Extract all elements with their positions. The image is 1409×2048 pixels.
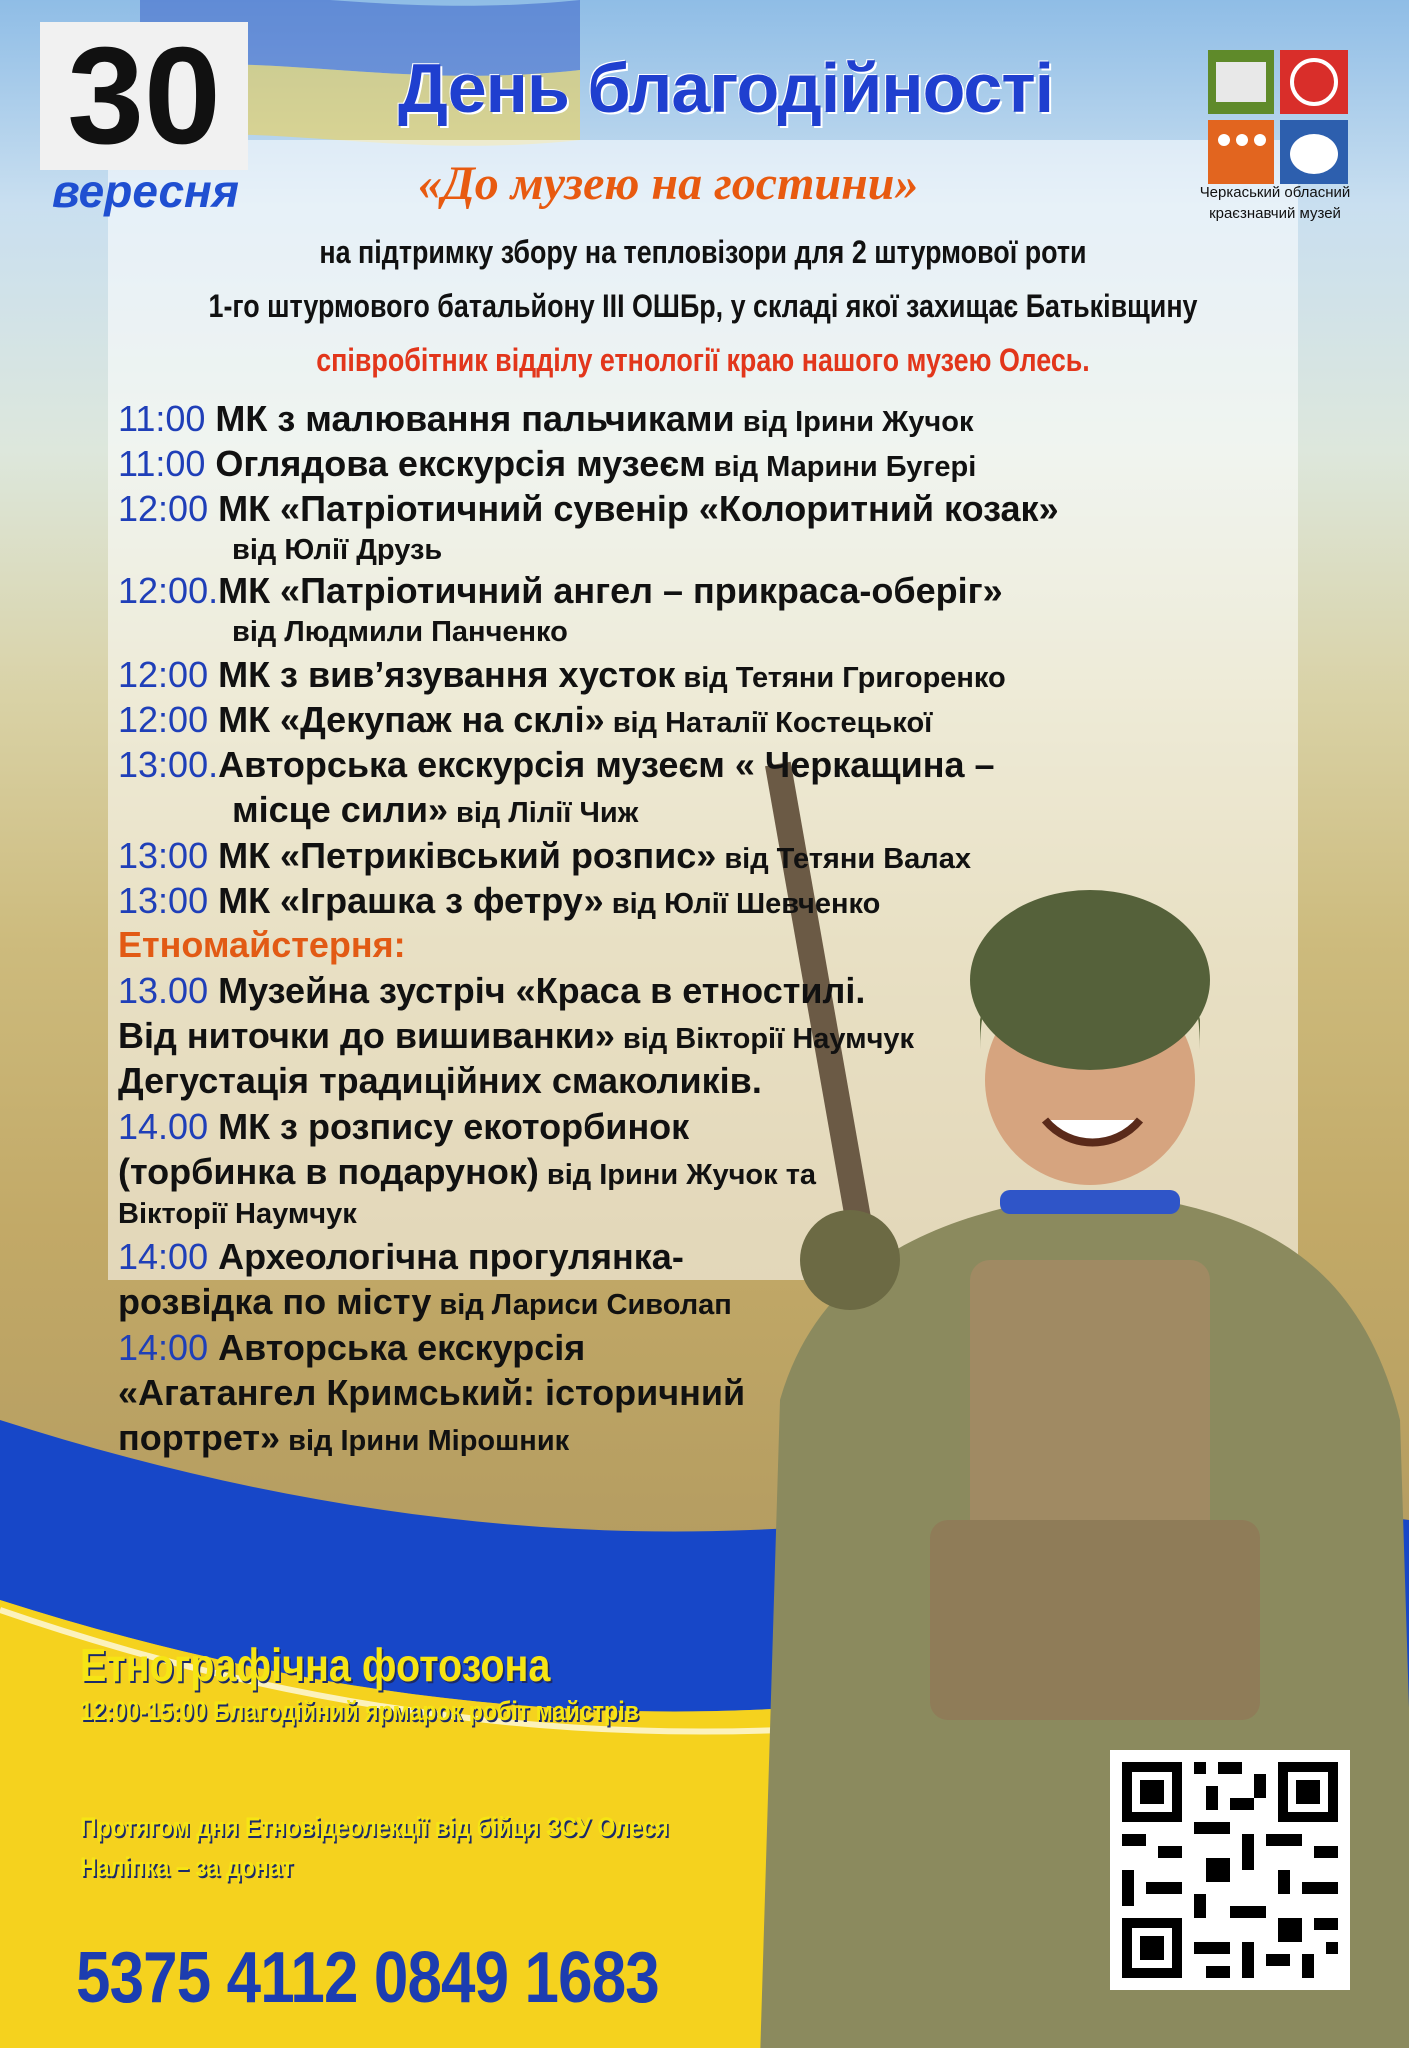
- event-host: від Лілії Чиж: [447, 797, 639, 829]
- museum-caption-line1: Черкаський обласний: [1199, 184, 1351, 201]
- schedule-item: [118, 833, 971, 882]
- schedule-item: [118, 441, 976, 490]
- card-number: 5375 4112 0849 1683: [76, 1938, 659, 2018]
- date-month: вересня: [52, 165, 239, 217]
- event-title-cont: портрет»: [118, 1417, 281, 1458]
- event-time: 11:00: [118, 443, 206, 484]
- event-time: 14:00: [118, 1327, 209, 1368]
- ethno-item-continued: [118, 1013, 914, 1062]
- event-time: 12:00.: [118, 570, 219, 611]
- ethno-item-continued: [118, 1149, 816, 1198]
- event-time: 12:00: [118, 699, 209, 740]
- event-host: від Вікторії Наумчук: [614, 1023, 915, 1055]
- event-title: Музейна зустріч «Краса в етностилі.: [208, 970, 866, 1011]
- event-time: 13:00: [118, 880, 209, 921]
- schedule-item: [118, 652, 1006, 701]
- event-time: 12:00: [118, 488, 209, 529]
- event-host: від Ірини Жучок та: [538, 1159, 817, 1191]
- event-title: МК «Декупаж на склі»: [208, 699, 605, 740]
- event-host: від Юлії Шевченко: [603, 888, 881, 920]
- ethno-item-continued: «Агатангел Кримський: історичний: [118, 1372, 746, 1413]
- event-title-cont: місце сили»: [232, 789, 448, 830]
- ethno-item-continued: [118, 1415, 569, 1464]
- event-time: 12:00: [118, 654, 209, 695]
- museum-caption-line2: краєзнавчий музей: [1209, 205, 1341, 222]
- event-host: від Тетяни Григоренко: [675, 662, 1006, 694]
- schedule-item: [118, 486, 1059, 531]
- event-title: Авторська екскурсія: [208, 1327, 586, 1368]
- event-host: від Людмили Панченко: [232, 616, 568, 648]
- ethno-item: [118, 1325, 585, 1370]
- event-title-cont: Від ниточки до вишиванки»: [118, 1015, 615, 1056]
- schedule-item: [118, 697, 932, 746]
- schedule-item: [118, 878, 880, 927]
- event-title: МК «Іграшка з фетру»: [208, 880, 604, 921]
- event-title: МК «Патріотичний сувенір «Колоритний козак»: [208, 488, 1059, 529]
- ethno-item: [118, 1234, 684, 1279]
- event-time: 13:00: [118, 835, 209, 876]
- event-host: від Тетяни Валах: [716, 843, 971, 875]
- ethno-item: [118, 1104, 689, 1149]
- event-title-cont: розвідка по місту: [118, 1281, 432, 1322]
- event-host: від Ірини Мірошник: [280, 1425, 570, 1457]
- event-host: від Ірини Жучок: [734, 406, 974, 438]
- event-time: 11:00: [118, 398, 206, 439]
- fair-label: 12:00-15:00 Благодійний ярмарок робіт майстрів: [80, 1696, 639, 1726]
- ethno-item-extra: Дегустація традиційних смаколиків.: [118, 1060, 762, 1101]
- intro-line3: співробітник відділу етнології краю нашого музею Олесь.: [316, 342, 1090, 378]
- event-title: Археологічна прогулянка-: [208, 1236, 684, 1277]
- event-title: МК «Патріотичний ангел – прикраса-оберіг»: [218, 570, 1003, 611]
- event-time: 13:00.: [118, 744, 219, 785]
- museum-caption: [1170, 182, 1380, 224]
- date-day: 30: [67, 19, 221, 173]
- event-title: Авторська екскурсія музеєм « Черкащина –: [218, 744, 995, 785]
- lectures-label: Протягом дня Етновідеолекції від бійця ЗСУ Олеся: [80, 1812, 669, 1842]
- schedule-item-continued: [232, 787, 638, 836]
- photozone-label: Етнографічна фотозона: [80, 1639, 551, 1691]
- event-title-cont: (торбинка в подарунок): [118, 1151, 539, 1192]
- qr-code-icon: [1110, 1750, 1350, 1990]
- museum-logo-icon: [1208, 50, 1348, 184]
- intro-line1: на підтримку збору на тепловізори для 2 штурмової роти: [319, 234, 1087, 270]
- event-title: МК з вив’язування хусток: [208, 654, 676, 695]
- event-host: від Марини Бугері: [705, 451, 977, 483]
- schedule-item: [118, 742, 995, 787]
- sticker-label: Наліпка – за донат: [80, 1852, 294, 1882]
- event-host-cont: Вікторії Наумчук: [118, 1198, 357, 1230]
- event-host: від Наталії Костецької: [604, 707, 933, 739]
- event-title: МК «Петриківський розпис»: [208, 835, 717, 876]
- event-title: МК з розпису екоторбинок: [208, 1106, 690, 1147]
- ethno-item-continued: [118, 1279, 732, 1328]
- schedule-item: [118, 396, 974, 445]
- event-title: МК з малювання пальчиками: [205, 398, 735, 439]
- page-title: День благодійності: [398, 49, 1054, 127]
- event-time: 13.00: [118, 970, 209, 1011]
- event-time: 14:00: [118, 1236, 209, 1277]
- event-host: від Лариси Сиволап: [431, 1289, 732, 1321]
- page-subtitle: «До музею на гостини»: [418, 157, 919, 210]
- event-time: 14.00: [118, 1106, 209, 1147]
- ethno-item: [118, 968, 865, 1013]
- event-host: від Юлії Друзь: [232, 534, 443, 566]
- ethno-header: Етномайстерня:: [118, 924, 406, 965]
- schedule-item: [118, 568, 1003, 613]
- intro-line2: 1-го штурмового батальйону ІІІ ОШБр, у складі якої захищає Батьківщину: [208, 288, 1198, 324]
- event-title: Оглядова екскурсія музеєм: [205, 443, 706, 484]
